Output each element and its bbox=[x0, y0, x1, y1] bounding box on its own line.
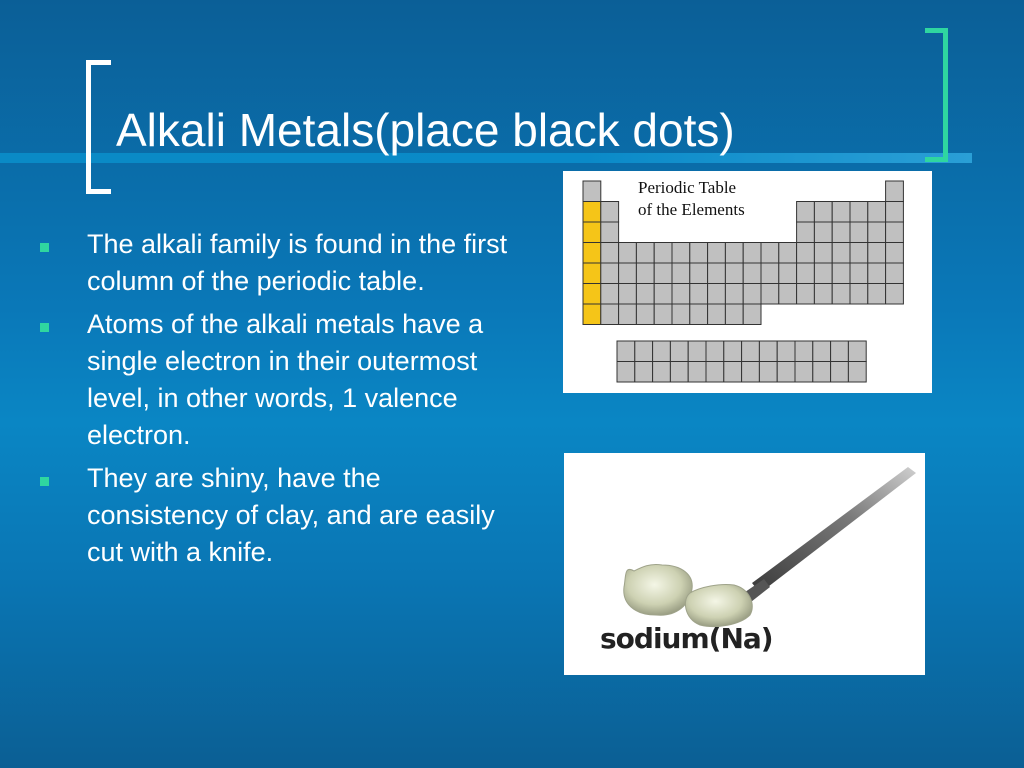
element-cell bbox=[832, 263, 850, 284]
element-cell bbox=[797, 202, 815, 223]
element-cell bbox=[654, 243, 672, 264]
element-cell bbox=[868, 263, 886, 284]
element-cell bbox=[636, 284, 654, 305]
element-cell bbox=[619, 243, 637, 264]
bullet-list bbox=[34, 226, 524, 577]
element-cell bbox=[814, 222, 832, 243]
element-cell bbox=[583, 304, 601, 325]
square-bullet-icon bbox=[40, 477, 49, 486]
element-cell bbox=[868, 222, 886, 243]
element-cell bbox=[672, 284, 690, 305]
element-cell bbox=[653, 341, 671, 362]
periodic-table-grid bbox=[563, 171, 932, 393]
element-cell bbox=[601, 222, 619, 243]
element-cell bbox=[761, 243, 779, 264]
element-cell bbox=[725, 263, 743, 284]
element-cell bbox=[814, 202, 832, 223]
sodium-image bbox=[564, 453, 925, 675]
caption-line-2: of the Elements bbox=[638, 200, 745, 219]
element-cell bbox=[724, 341, 742, 362]
element-cell bbox=[654, 284, 672, 305]
element-cell bbox=[779, 284, 797, 305]
element-cell bbox=[583, 263, 601, 284]
periodic-table-image bbox=[563, 171, 932, 393]
element-cell bbox=[636, 243, 654, 264]
element-cell bbox=[759, 341, 777, 362]
element-cell bbox=[601, 304, 619, 325]
element-cell bbox=[743, 304, 761, 325]
element-cell bbox=[797, 263, 815, 284]
element-cell bbox=[706, 341, 724, 362]
element-cell bbox=[619, 284, 637, 305]
element-cell bbox=[636, 263, 654, 284]
element-cell bbox=[886, 284, 904, 305]
element-cell bbox=[670, 341, 688, 362]
element-cell bbox=[636, 304, 654, 325]
element-cell bbox=[850, 202, 868, 223]
element-cell bbox=[759, 362, 777, 383]
element-cell bbox=[832, 202, 850, 223]
element-cell bbox=[779, 243, 797, 264]
element-cell bbox=[848, 341, 866, 362]
element-cell bbox=[795, 341, 813, 362]
element-cell bbox=[583, 243, 601, 264]
element-cell bbox=[886, 202, 904, 223]
element-cell bbox=[813, 362, 831, 383]
element-cell bbox=[690, 304, 708, 325]
element-cell bbox=[708, 263, 726, 284]
element-cell bbox=[742, 341, 760, 362]
element-cell bbox=[654, 304, 672, 325]
element-cell bbox=[725, 304, 743, 325]
element-cell bbox=[690, 284, 708, 305]
element-cell bbox=[583, 202, 601, 223]
element-cell bbox=[601, 284, 619, 305]
element-cell bbox=[617, 341, 635, 362]
periodic-table-caption bbox=[638, 177, 745, 221]
element-cell bbox=[743, 284, 761, 305]
bullet-item bbox=[34, 226, 524, 300]
element-cell bbox=[779, 263, 797, 284]
element-cell bbox=[725, 243, 743, 264]
element-cell bbox=[688, 341, 706, 362]
element-cell bbox=[814, 284, 832, 305]
slide-title: Alkali Metals(place black dots) bbox=[116, 104, 735, 156]
element-cell bbox=[777, 362, 795, 383]
sodium-label: sodium(Na) bbox=[600, 622, 773, 655]
element-cell bbox=[868, 284, 886, 305]
element-cell bbox=[797, 284, 815, 305]
element-cell bbox=[601, 202, 619, 223]
element-cell bbox=[797, 222, 815, 243]
element-cell bbox=[743, 263, 761, 284]
bullet-text: Atoms of the alkali metals have a single electron in their outermost level, in other words, 1 valence electron. bbox=[87, 309, 484, 450]
element-cell bbox=[619, 263, 637, 284]
element-cell bbox=[850, 284, 868, 305]
element-cell bbox=[724, 362, 742, 383]
element-cell bbox=[797, 243, 815, 264]
title-right-bracket bbox=[925, 28, 948, 162]
element-cell bbox=[670, 362, 688, 383]
element-cell bbox=[583, 284, 601, 305]
element-cell bbox=[850, 243, 868, 264]
element-cell bbox=[850, 222, 868, 243]
element-cell bbox=[813, 341, 831, 362]
element-cell bbox=[617, 362, 635, 383]
square-bullet-icon bbox=[40, 323, 49, 332]
element-cell bbox=[688, 362, 706, 383]
element-cell bbox=[601, 243, 619, 264]
element-cell bbox=[619, 304, 637, 325]
element-cell bbox=[706, 362, 724, 383]
element-cell bbox=[725, 284, 743, 305]
element-cell bbox=[814, 243, 832, 264]
element-cell bbox=[583, 222, 601, 243]
element-cell bbox=[743, 243, 761, 264]
element-cell bbox=[886, 243, 904, 264]
element-cell bbox=[635, 341, 653, 362]
element-cell bbox=[654, 263, 672, 284]
element-cell bbox=[831, 362, 849, 383]
element-cell bbox=[848, 362, 866, 383]
bullet-item bbox=[34, 306, 524, 454]
element-cell bbox=[635, 362, 653, 383]
element-cell bbox=[761, 284, 779, 305]
element-cell bbox=[653, 362, 671, 383]
element-cell bbox=[868, 243, 886, 264]
element-cell bbox=[583, 181, 601, 202]
element-cell bbox=[708, 304, 726, 325]
bullet-text: They are shiny, have the consistency of clay, and are easily cut with a knife. bbox=[87, 463, 495, 567]
element-cell bbox=[690, 243, 708, 264]
element-cell bbox=[832, 222, 850, 243]
element-cell bbox=[814, 263, 832, 284]
caption-line-1: Periodic Table bbox=[638, 178, 737, 197]
element-cell bbox=[832, 243, 850, 264]
element-cell bbox=[601, 263, 619, 284]
element-cell bbox=[850, 263, 868, 284]
bullet-item bbox=[34, 460, 524, 571]
element-cell bbox=[795, 362, 813, 383]
element-cell bbox=[886, 222, 904, 243]
element-cell bbox=[886, 263, 904, 284]
bullet-text: The alkali family is found in the first column of the periodic table. bbox=[87, 229, 508, 296]
square-bullet-icon bbox=[40, 243, 49, 252]
element-cell bbox=[708, 284, 726, 305]
element-cell bbox=[832, 284, 850, 305]
element-cell bbox=[761, 263, 779, 284]
element-cell bbox=[672, 263, 690, 284]
element-cell bbox=[831, 341, 849, 362]
element-cell bbox=[708, 243, 726, 264]
element-cell bbox=[672, 243, 690, 264]
element-cell bbox=[868, 202, 886, 223]
element-cell bbox=[672, 304, 690, 325]
element-cell bbox=[886, 181, 904, 202]
element-cell bbox=[690, 263, 708, 284]
element-cell bbox=[777, 341, 795, 362]
title-left-bracket bbox=[86, 60, 111, 194]
element-cell bbox=[742, 362, 760, 383]
